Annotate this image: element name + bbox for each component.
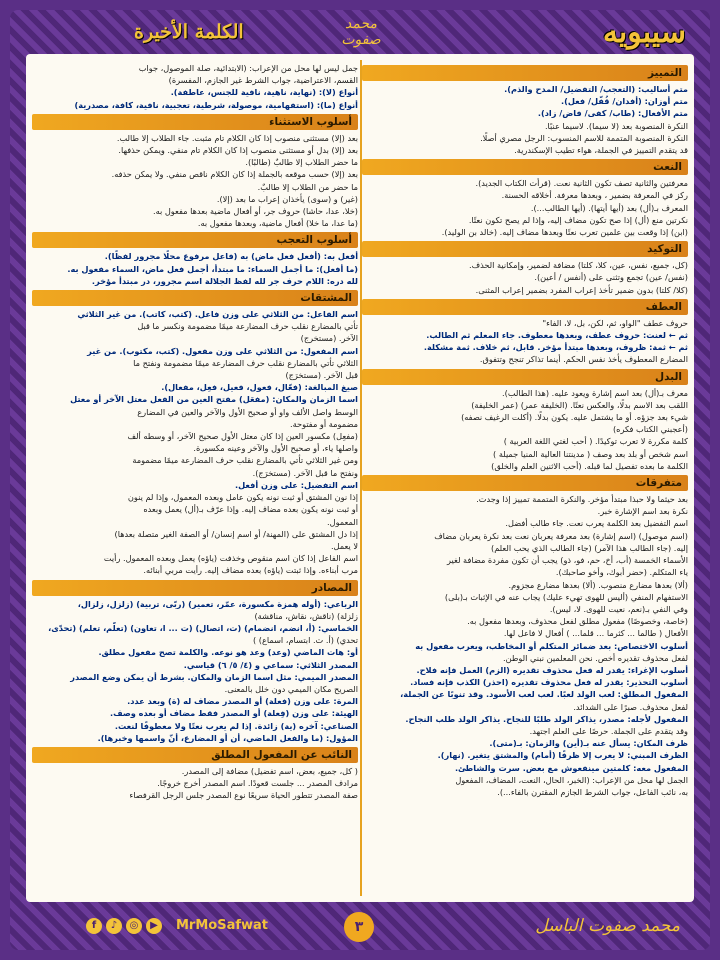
note-line: (ما أفعل): ما أجمل السماء: ما مبتدأ، أجمل فعل ماض، السماء مفعول به. xyxy=(67,263,358,274)
note-line: معرف بـ(أل) بعد اسم إشارة ويعود عليه. (هذا الطالب). xyxy=(502,387,688,398)
note-line: الصناعي: آخره (ية) زائدة. إذا لم يعرب نعتًا ولا معطوفًا لنعت. xyxy=(114,720,358,731)
note-line: المفعول لأجله: مصدر، يذاكر الولد طلبًا للنجاح. يذاكر الولد طلب النجاح. xyxy=(405,713,688,724)
note-line: ياء المتكلم. (حضر أبوك، وأخو صاحبك). xyxy=(555,567,688,578)
note-line: إذا دل المشتق على (المهنة/ أو اسم إنسان/ أو الصفة الغير متصلة بعدها) xyxy=(114,528,358,539)
note-line: الكلمة ما بعده تفصيل لما قبله. (أحب الاثنين العلم والخلق) xyxy=(491,460,688,471)
note-line: نكرتين منع (أل) إذا صح تكون مضاف إليه، وإذا لم يصح تكون نعتًا. xyxy=(468,214,688,225)
note-line: أسلوب الاختصاص: بعد ضمائر المتكلم أو المخاطب، ويعرب مفعول به xyxy=(415,640,688,651)
note-line: نكرة بعد اسم الإشارة خبر. xyxy=(597,506,688,517)
note-line: الأسماء الخمسة (أب، أخ، حم، فو، ذو) يجب أن تكون مفردة مضافة لغير xyxy=(447,555,688,566)
note-line: بعد (إلا) مستثنى منصوب إذا كان الكلام تام مثبت. جاء الطلاب إلا طالب. xyxy=(116,132,358,143)
section-heading: النعت xyxy=(362,159,688,175)
author-logo: محمد صفوت xyxy=(341,16,381,48)
note-line: الوسط واصل الألف واو أو صحيح الأول والآخر والعين في المضارع xyxy=(137,406,358,417)
note-line: اسم شخص أو بلد بعد وصف ( مدينتنا العالية المنيا جميلة ) xyxy=(493,448,688,459)
right-column xyxy=(362,62,688,894)
note-line: المصدر الثلاثي: سماعي و (٤/ ٥/ ٦) قياسي. xyxy=(183,659,358,670)
note-line: الاستفهام المنفي (أليس للهوى تهيء عليك) يجاب عنه في الإثبات بـ(بلى) xyxy=(444,591,688,602)
note-line: (خاصة، وخصوصًا) مفعول مطلق لفعل محذوف، وبعدها مفعول به. xyxy=(467,616,688,627)
note-line: ثم ← ثمة: ظروف، وبعدها مبتدأ مؤخر. قابل، ثم خلاف. ثمة مشكلة. xyxy=(423,342,688,353)
section-heading: متفرقات xyxy=(362,475,688,491)
instagram-icon[interactable]: ◎ xyxy=(126,918,142,934)
page-number: ٣ xyxy=(344,912,374,942)
note-line: صفة المصدر تتطور الحياة سريعًا نوع المصدر جلس الرجل القرفصاء xyxy=(129,790,358,801)
note-line: إليه. (جاء الطالب هذا الآمر) (جاء الطالب الذي يحب العلم) xyxy=(491,542,688,553)
section-heading: العطف xyxy=(362,299,688,315)
note-line: صيغ المبالغة: (فعّال، فعول، فعيل، فعِل، مفعال). xyxy=(161,382,358,393)
note-line: المفعول معه: كلمتين مينفعوش مع بعض. سرت والشاطئ. xyxy=(454,762,688,773)
note-line: اسم الفاعل: من الثلاثي على وزن فاعل. (كتب، كاتب). من غير الثلاثي xyxy=(77,309,358,320)
note-line: اللقب بعد الاسم بدلًا، والعكس نعتًا. (الخليفة عمر) (عمر الخليفة) xyxy=(471,399,688,410)
note-line: زلزلة) (ناقش، نقاش، مناقشة) xyxy=(254,610,358,621)
note-line: ما حضر الطلاب إلا طالبٌ (طالبًا). xyxy=(245,157,358,168)
note-line: ما حضر من الطلاب إلا طالبٌ. xyxy=(257,181,358,192)
note-line: ( كل، جميع، بعض، اسم تفضيل) مضافة إلى المصدر. xyxy=(181,765,358,776)
note-line: اسم التفضيل: على وزن أفعل. xyxy=(234,479,358,490)
note-line: ونفتح ما قبل الآخر. (مستخرَج). xyxy=(252,467,358,478)
note-line: بعد حيثما ولا حبذا مبتدأ مؤخر. والنكرة المتممة تمييز إذا وجدت. xyxy=(476,494,688,505)
note-line: أسلوب التحذير: يقدر له فعل محذوف تقديره (احذر) الكذب فإنه فساد. xyxy=(410,677,688,688)
content-sheet xyxy=(26,54,694,902)
note-line: أو ثبت نونه يكون بعده مضاف إليه. وإذا عرّف بـ(أل) يعمل وبعده xyxy=(143,504,358,515)
page-title: سيبويه xyxy=(602,14,686,50)
social-icons xyxy=(86,918,162,934)
note-line: أسلوب الإغراء: يقدر له فعل محذوف تقديره (الزم) العمل فإنه فلاح. xyxy=(416,664,688,675)
footer xyxy=(16,912,704,942)
page-subtitle: الكلمة الأخيرة xyxy=(134,21,244,43)
note-line: ركز في المعرفة بضمير ، وبعدها معرفة. أخلاقه الحسنة. xyxy=(501,190,688,201)
note-line: كلمة مكررة لا تعرب توكيدًا. ( أحب لغتي اللغة العربية ) xyxy=(503,436,688,447)
note-line: المعرف بـ(أل) بعد (أيها أيتها). (أيها الطالب...). xyxy=(530,202,688,213)
note-line: أو: هات الماضي (وعد) وعد هو نوعه. والكلمة تصح مفعول مطلق. xyxy=(98,647,358,658)
note-line: قد يتقدم التمييز في الجملة، هواء تطيب الإسكندرية. xyxy=(514,145,688,156)
note-line: اسما الزمان والمكان: (مفعَل) مفتح العين من الفعل معتل الآخر أو معتل xyxy=(70,394,358,405)
section-heading: المصادر xyxy=(32,580,358,596)
note-line: (غير) و (سوى) يأخذان إعراب ما بعد (إلا). xyxy=(216,193,358,204)
facebook-icon[interactable]: f xyxy=(86,918,102,934)
note-line: متم أوزان: (أفدان/ قُفّل/ فعل). xyxy=(560,96,688,107)
note-line: (مفعِل) مكسور العين إذا كان معتل الأول صحيح الآخر، أو وسطه ألف xyxy=(127,431,358,442)
note-line: حروف عطف "الواو، ثم، لكن، بل، لا، الفاء" xyxy=(542,317,688,328)
note-line: مرادف المصدر ... جلست قعودًا. اسم المصدر أخرج خروجًا. xyxy=(157,778,358,789)
note-line: جمل ليس لها محل من الإعراب: (الابتدائية، صلة الموصول، جواب xyxy=(138,63,358,73)
note-line: (ألا) بعدها مضارع منصوب. (ألا) بعدها مضارع مجزوم. xyxy=(508,579,688,590)
youtube-icon[interactable]: ▶ xyxy=(146,918,162,934)
note-line: المعمول. xyxy=(327,516,358,527)
note-line: اسم المفعول: من الثلاثي على وزن مفعول. (كتب، مكتوب). من غير xyxy=(87,345,358,356)
note-line: لا يعمل. xyxy=(330,540,358,551)
note-line: مضمومة أو مفتوحة. xyxy=(290,418,358,429)
signature: محمد صفوت الباسل xyxy=(535,916,680,936)
note-line: وفي النفي بـ(نعم، نعيت للهوى. لا، ليس). xyxy=(549,603,688,614)
note-line: ثم ← لعنت: حروف عطف، وبعدها معطوف. جاء المعلم ثم الطالب. xyxy=(426,330,688,341)
note-line: الآخر. (مستخرج) xyxy=(300,333,358,344)
note-line: الجمل لها محل من الإعراب: (الخبر، الحال، النعت، المضاف، المفعول xyxy=(455,774,688,785)
note-line: قبل الآخر. (مستخرَج) xyxy=(285,370,358,381)
note-line: المضارع المعطوف يأخذ نفس الحكم. أينما تذاكر تنجح وتتفوق. xyxy=(479,354,688,365)
note-line: الثلاثي تأتي بالمضارع نقلب حرف المضارعة ميمًا مضمومة ونفتح ما xyxy=(133,357,358,368)
note-line: معرفتين والثانية تصف تكون الثانية نعت. (قرأت الكتاب الجديد). xyxy=(475,178,688,189)
left-column xyxy=(32,62,358,894)
note-line: اسم التفضيل بعد الكلمة يعرب نعت. جاء طالب أفضل. xyxy=(505,518,688,529)
note-line: الخماسي: (أ، انضم، انضمام) (ت، اتصال) (ت ... ا، تعاون) (تعلّم، تعلم) (تحدّى، xyxy=(48,622,358,633)
note-line: (ما عدا، ما خلا) أفعال ماضية، وبعدها مفعول به. xyxy=(197,218,358,229)
note-line: (أعجبني الكتاب فكره) xyxy=(612,424,688,435)
note-line: المفعول المطلق: لعب الولد لعبًا. لعب لعب الأسود. وقد تنوبًا عن الجملة، xyxy=(400,689,688,700)
note-line: متم الأفعال: (طاب/ كفى/ فاض/ زاد). xyxy=(537,108,688,119)
section-heading: أسلوب التعجب xyxy=(32,232,358,248)
note-line: اسم الفاعل إذا كان اسم منقوص وخذفت (ياؤه) يعمل وبعده المعمول. رأيت xyxy=(103,553,358,564)
note-line: النكرة المنصوبة بعد (لا سيما). لاسيما عنبًا. xyxy=(544,120,688,131)
note-line: الرباعي: (أوله همزة مكسورة، عمّر، تعمير) (ربّى، تربية) (زلزل، زلزال، xyxy=(77,598,358,609)
note-line: المرة: على وزن (فعلة) أو المصدر مضاف له (ة) وبعد عدد. xyxy=(127,696,358,707)
note-line: (خلا، عدا، حاشا) حروف جر، أو أفعال ماضية بعدها مفعول به. xyxy=(152,206,358,217)
column-divider xyxy=(360,60,362,896)
note-line: لفعل محذوف تقديره أخص. نحن المعلمين نبني الوطن. xyxy=(503,652,688,663)
note-line: ومن غير الثلاثي تأتي بالمضارع نقلب حرف المضارعة ميمًا مضمومة xyxy=(132,455,358,466)
note-line: القسم، الاعتراضية، جواب الشرط غير الجازم، المفسرة) xyxy=(168,75,358,86)
note-line: به، نائب الفاعل، جواب الشرط الجازم المقترن بالفاء...). xyxy=(497,786,688,797)
note-line: مرب أبناءه. وإذا ثبتت (ياؤه) بعده مضاف إليه. رأيت مربي أبنائه. xyxy=(143,565,358,576)
tiktok-icon[interactable]: ♪ xyxy=(106,918,122,934)
note-line: (اسم موصول) (اسم إشارة) بعد معرفة يعربان نعت بعد نكرة يعربان مضاف xyxy=(434,530,688,541)
section-heading: التوكيد xyxy=(362,241,688,257)
section-heading: المشتقات xyxy=(32,290,358,306)
note-line: أنواع (لا): (نهاية، ناهية، نافية للجنس، عاطفة). xyxy=(170,87,358,98)
note-line: (كلا/ كلتا) بدون ضمير تأخذ إعراب المفرد بضمير إعراب المثنى. xyxy=(475,284,688,295)
note-line: (نفس/ عين) تجمع وتثنى على (أنفس / أعين). xyxy=(534,272,688,283)
note-line: الظرف المبني: لا يعرب إلا ظرفًا (أمام) والمشتق يتغير. (نهار). xyxy=(437,750,688,761)
note-line: تحدي) (أ. ت. ابتسام، اسماع) ) xyxy=(252,635,358,646)
note-line: متم أساليب: (التعجب/ التفضيل/ المدح والذم). xyxy=(504,84,688,94)
note-line: ظرف المكان: يسأل عنه بـ(أين) والزمان: بـ(متى). xyxy=(489,738,688,749)
note-line: إذا نون المشتق أو ثبت نونه يكون عامل وبعده المعمول، وإذا لم ينون xyxy=(127,492,358,503)
note-line: المصدر الميمي: مثل اسما الزمان والمكان. بشرط أن يمكن وضع المصدر xyxy=(70,671,358,682)
note-line: المؤول: (ما والفعل الماضي، أن أو المضارع، أنّ واسمها وخبرها). xyxy=(97,732,358,743)
note-line: (ابن) إذا وقعت بين علمين تعرب نعتًا وبعدها مضاف إليه. (خالد بن الوليد). xyxy=(441,227,688,238)
note-line: الأفعال ( طالما ... كثرما ... قلما... ) أفعال لا فاعل لها. xyxy=(503,628,688,639)
section-heading: البدل xyxy=(362,369,688,385)
note-line: أنواع (ما): (استفهامية، موصولة، شرطية، تعجبية، نافية، كافة، مصدرية) xyxy=(74,99,358,110)
note-line: بعد (إلا) بدل أو مستثنى منصوب إذا كان الكلام تام منفي. ويمكن حذفها. xyxy=(118,145,358,156)
note-line: واصلها ياء، أو صحيح الأول والآخر وعينه مكسورة. xyxy=(193,443,358,454)
note-line: الهيئة: على وزن (فِعلة) أو المصدر فقط مضاف أو بعده وصف. xyxy=(109,708,358,719)
note-line: شيء بعد جزؤه. أو ما يشتمل عليه. يكون بدلًا. (أكلت الرغيف نصفه) xyxy=(461,412,688,423)
note-line: النكرة المنصوبة المتممة للاسم المنسوب: الرجل مصري أصلًا. xyxy=(480,132,688,143)
section-heading: النائب عن المفعول المطلق xyxy=(32,747,358,763)
note-line: تأتي بالمضارع نقلب حرف المضارعة ميمًا مضمومة ونكسر ما قبل xyxy=(137,321,358,332)
note-line: أفعل به: (أفعل فعل ماض) به (فاعل مرفوع محلًا مجرور لفظًا). xyxy=(104,251,358,262)
note-line: بعد (إلا) حسب موقعه بالجملة إذا كان الكلام ناقص منفي. ولا يمكن حذفه. xyxy=(111,169,358,180)
section-heading: التمييز xyxy=(362,65,688,81)
note-line: وقد يتقدم على الجملة. حرصًا على العلم اجتهد. xyxy=(529,725,688,736)
social-handle[interactable]: MrMoSafwat xyxy=(176,918,269,933)
note-line: (كل، جميع، نفس، عين، كلا، كلتا) مضافة لضمير، وإمكانية الحذف. xyxy=(468,260,688,271)
section-heading: أسلوب الاستثناء xyxy=(32,114,358,130)
note-line: لله دره: اللام حرف جر لله لفظ الجلالة اسم مجرور، در مبتدأ مؤخر. xyxy=(91,275,358,286)
note-line: الصريح مكان الميمي دون خلل بالمعنى. xyxy=(224,683,358,694)
note-line: لفعل محذوف. صبرًا على الشدائد. xyxy=(573,701,688,712)
